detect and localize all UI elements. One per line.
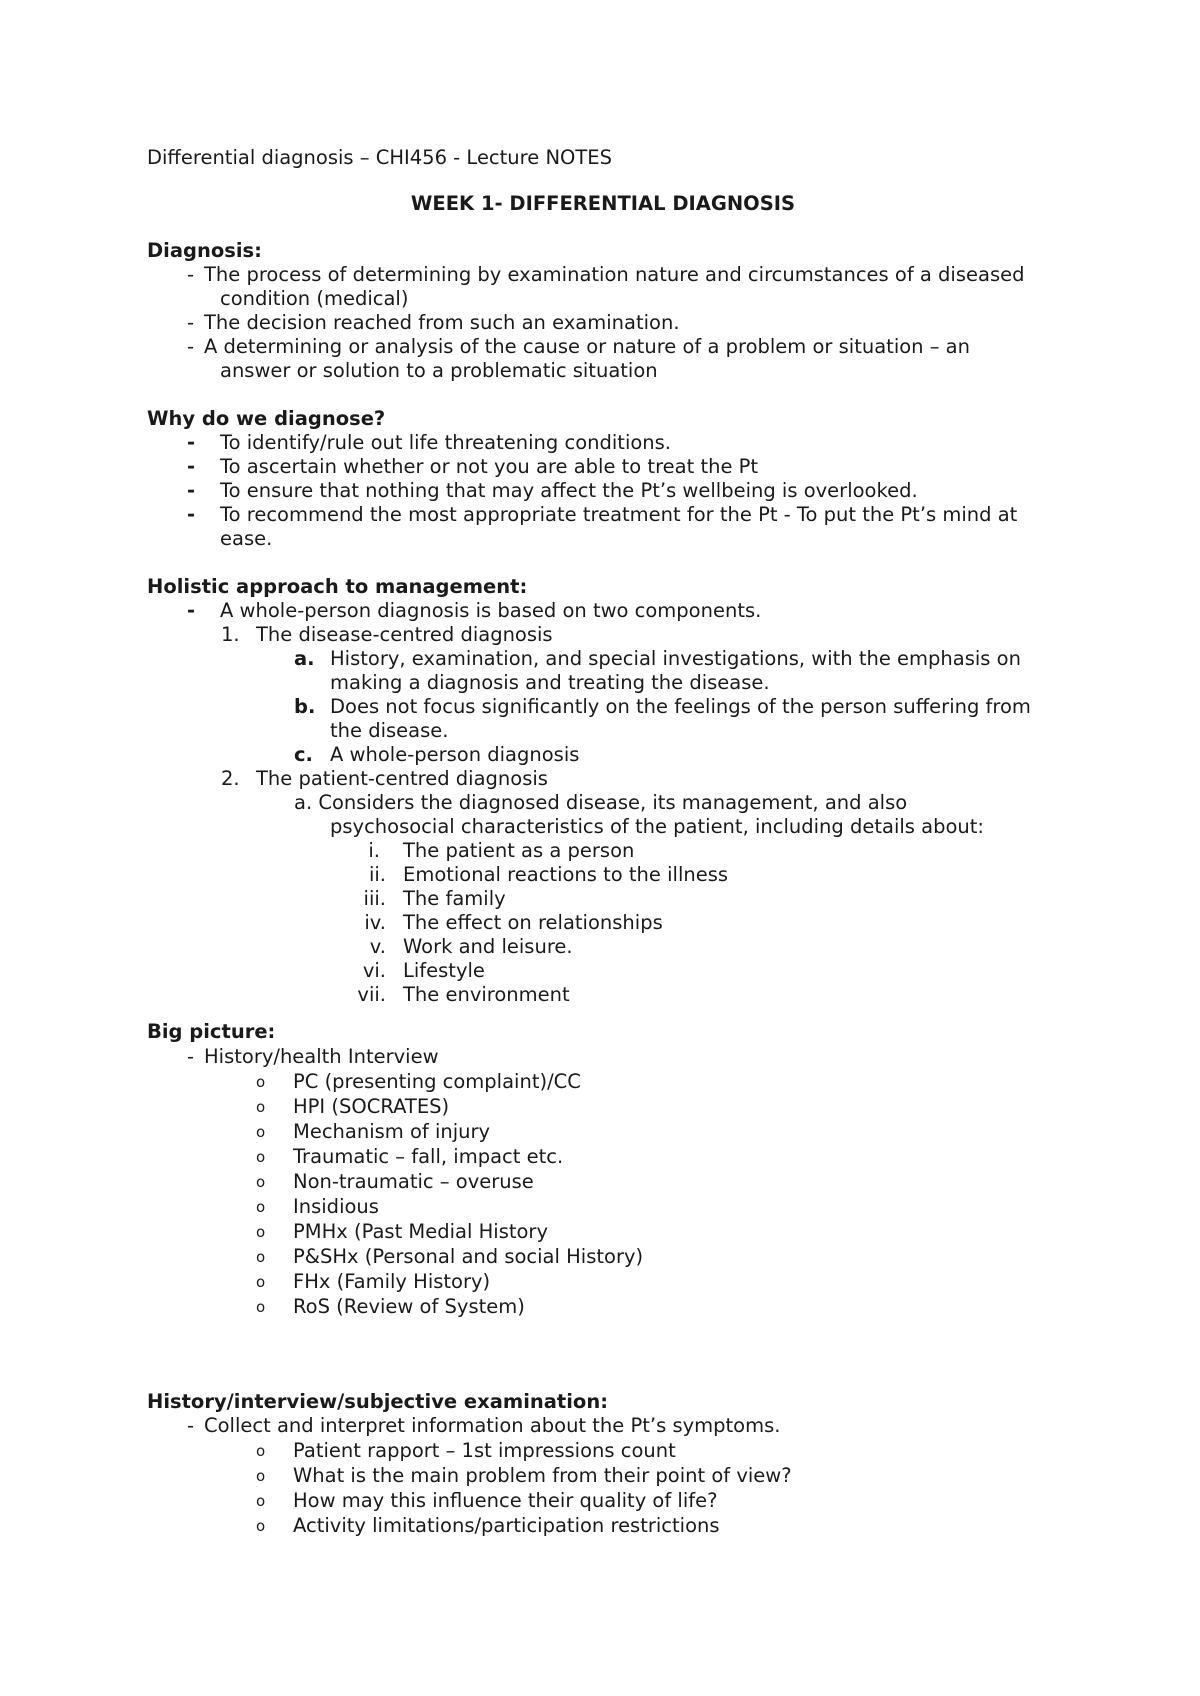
dash-marker: - [187, 311, 195, 334]
section-heading-holistic: Holistic approach to management: [147, 575, 528, 598]
list-item: PC (presenting complaint)/CC [293, 1070, 581, 1093]
list-item-continuation: ease. [220, 527, 273, 550]
list-item: The decision reached from such an examination. [204, 311, 680, 334]
roman-marker: v. [369, 935, 386, 958]
list-item: Work and leisure. [403, 935, 573, 958]
circle-bullet-marker: o [256, 1492, 266, 1510]
circle-bullet-marker: o [256, 1248, 266, 1266]
list-item: Activity limitations/participation restrictions [293, 1514, 720, 1537]
circle-bullet-marker: o [256, 1123, 266, 1141]
list-item: The patient as a person [403, 839, 635, 862]
circle-bullet-marker: o [256, 1073, 266, 1091]
letter-marker: b. [294, 695, 316, 718]
list-item: a. Considers the diagnosed disease, its management, and also [294, 791, 908, 814]
letter-marker: c. [294, 743, 313, 766]
list-item: The disease-centred diagnosis [256, 623, 553, 646]
list-item: What is the main problem from their point of view? [293, 1464, 792, 1487]
list-item: Emotional reactions to the illness [403, 863, 729, 886]
list-item: PMHx (Past Medial History [293, 1220, 548, 1243]
section-heading-big-picture: Big picture: [147, 1020, 276, 1043]
list-item: Does not focus significantly on the feelings of the person suffering from [330, 695, 1031, 718]
section-heading-why: Why do we diagnose? [147, 407, 386, 430]
roman-marker: vi. [362, 959, 386, 982]
letter-marker: a. [294, 647, 315, 670]
circle-bullet-marker: o [256, 1442, 266, 1460]
circle-bullet-marker: o [256, 1148, 266, 1166]
week-title: WEEK 1- DIFFERENTIAL DIAGNOSIS [410, 192, 796, 215]
list-item: History, examination, and special investigations, with the emphasis on [330, 647, 1021, 670]
circle-bullet-marker: o [256, 1273, 266, 1291]
dash-marker: - [187, 1414, 195, 1437]
section-heading-diagnosis: Diagnosis: [147, 239, 262, 262]
list-item: P&SHx (Personal and social History) [293, 1245, 644, 1268]
circle-bullet-marker: o [256, 1098, 266, 1116]
dash-marker: - [187, 263, 195, 286]
dash-marker: - [187, 479, 196, 502]
list-item: To recommend the most appropriate treatment for the Pt - To put the Pt’s mind at [220, 503, 1018, 526]
list-item: History/health Interview [204, 1045, 439, 1068]
list-item: Traumatic – fall, impact etc. [293, 1145, 564, 1168]
number-marker: 2. [221, 767, 240, 790]
list-item: The process of determining by examination nature and circumstances of a diseased [204, 263, 1025, 286]
dash-marker: - [187, 599, 196, 622]
roman-marker: iv. [364, 911, 386, 934]
circle-bullet-marker: o [256, 1298, 266, 1316]
roman-marker: ii. [368, 863, 386, 886]
roman-marker: iii. [363, 887, 386, 910]
list-item: The environment [403, 983, 570, 1006]
dash-marker: - [187, 503, 196, 526]
list-item: The family [403, 887, 506, 910]
dash-marker: - [187, 455, 196, 478]
circle-bullet-marker: o [256, 1198, 266, 1216]
roman-marker: i. [368, 839, 380, 862]
document-title: Differential diagnosis – CHI456 - Lecture NOTES [147, 146, 612, 169]
number-marker: 1. [221, 623, 240, 646]
dash-marker: - [187, 1045, 195, 1068]
list-item-continuation: condition (medical) [220, 287, 409, 310]
list-item: Lifestyle [403, 959, 485, 982]
list-item: Mechanism of injury [293, 1120, 491, 1143]
list-item: Collect and interpret information about the Pt’s symptoms. [204, 1414, 781, 1437]
list-item: A whole-person diagnosis [330, 743, 580, 766]
list-item-continuation: the disease. [330, 719, 449, 742]
section-heading-history-exam: History/interview/subjective examination: [147, 1390, 609, 1413]
circle-bullet-marker: o [256, 1467, 266, 1485]
list-item: The effect on relationships [403, 911, 663, 934]
list-item: A determining or analysis of the cause or nature of a problem or situation – an [204, 335, 970, 358]
list-item: Non-traumatic – overuse [293, 1170, 534, 1193]
dash-marker: - [187, 431, 196, 454]
circle-bullet-marker: o [256, 1173, 266, 1191]
roman-marker: vii. [357, 983, 386, 1006]
list-item-continuation: making a diagnosis and treating the disease. [330, 671, 770, 694]
list-item: FHx (Family History) [293, 1270, 491, 1293]
dash-marker: - [187, 335, 195, 358]
list-item: A whole-person diagnosis is based on two components. [220, 599, 762, 622]
list-item: HPI (SOCRATES) [293, 1095, 450, 1118]
list-item: The patient-centred diagnosis [256, 767, 548, 790]
list-item-continuation: answer or solution to a problematic situation [220, 359, 658, 382]
list-item: To ascertain whether or not you are able to treat the Pt [220, 455, 759, 478]
list-item: To ensure that nothing that may affect the Pt’s wellbeing is overlooked. [220, 479, 918, 502]
list-item-continuation: psychosocial characteristics of the patient, including details about: [330, 815, 984, 838]
list-item: Insidious [293, 1195, 379, 1218]
list-item: To identify/rule out life threatening conditions. [220, 431, 672, 454]
list-item: How may this influence their quality of life? [293, 1489, 718, 1512]
circle-bullet-marker: o [256, 1223, 266, 1241]
list-item: Patient rapport – 1st impressions count [293, 1439, 676, 1462]
circle-bullet-marker: o [256, 1517, 266, 1535]
list-item: RoS (Review of System) [293, 1295, 525, 1318]
